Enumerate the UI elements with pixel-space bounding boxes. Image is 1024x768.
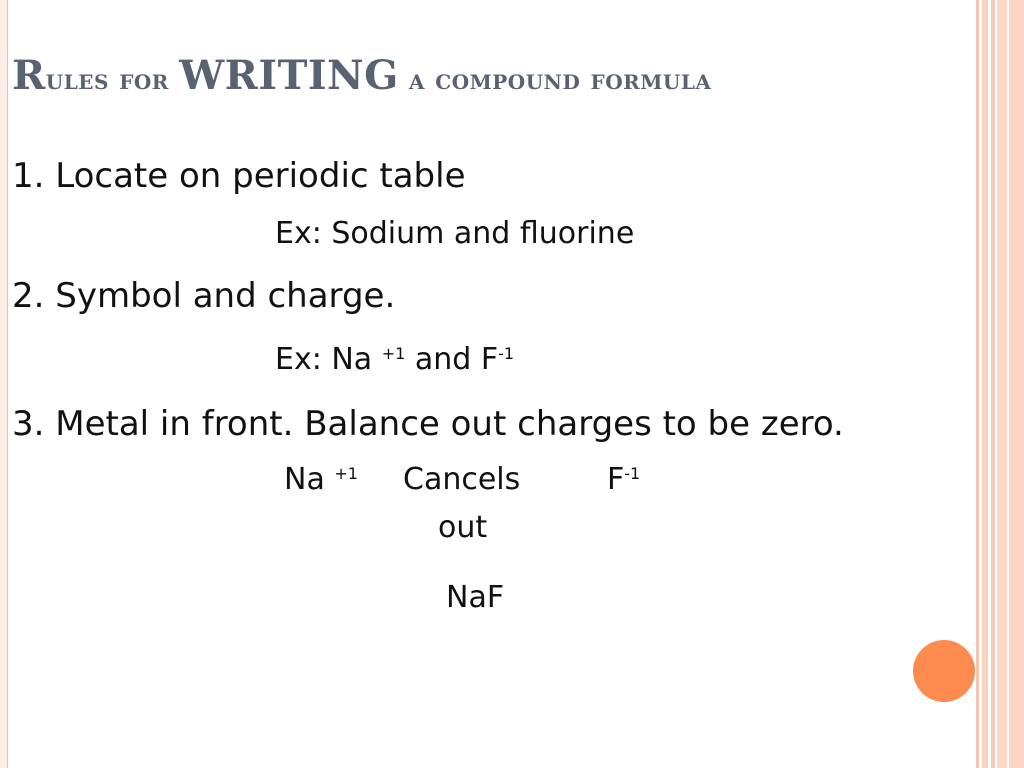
step-3: 3. Metal in front. Balance out charges to be zero. <box>12 404 844 444</box>
cancel-f: $F^{-1}$ <box>607 462 641 497</box>
f-charge: -1 <box>498 344 515 363</box>
orange-circle-decoration <box>913 640 975 702</box>
step-2: 2. Symbol and charge. <box>12 276 396 316</box>
cancel-na: Na $^{+1}$ <box>284 462 358 497</box>
right-stripes-decoration <box>976 0 1024 768</box>
example-2: Ex: Na $^{+1}$ and $F^{-1}$ <box>275 342 515 377</box>
cancel-out-word: out <box>438 510 488 545</box>
example-1: Ex: Sodium and fluorine <box>275 216 635 251</box>
slide-title: Rules for WRITING a compound formula <box>12 52 712 99</box>
cancel-word: Cancels <box>403 462 521 497</box>
na-charge: +1 <box>381 344 406 363</box>
left-border-decoration <box>0 0 8 768</box>
step-1: 1. Locate on periodic table <box>12 156 466 196</box>
result-formula: NaF <box>446 580 505 615</box>
